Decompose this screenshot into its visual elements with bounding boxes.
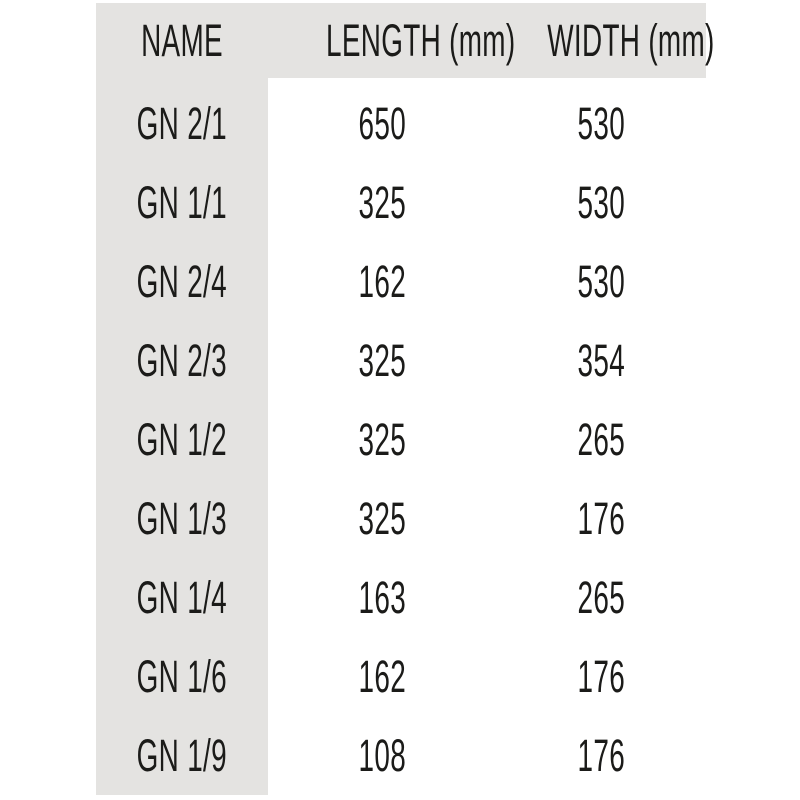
cell-length bbox=[268, 572, 496, 623]
cell-length-text: 325 bbox=[358, 414, 406, 465]
cell-name bbox=[96, 730, 268, 781]
cell-length-text: 325 bbox=[358, 177, 406, 228]
column-header-name bbox=[96, 15, 268, 66]
cell-name bbox=[96, 256, 268, 307]
cell-name bbox=[96, 414, 268, 465]
cell-width bbox=[496, 414, 706, 465]
cell-name bbox=[96, 493, 268, 544]
cell-length-text: 325 bbox=[358, 493, 406, 544]
cell-width-text: 265 bbox=[577, 572, 625, 623]
cell-length bbox=[268, 493, 496, 544]
cell-name-text: GN 1/2 bbox=[136, 414, 228, 465]
cell-name-text: GN 2/4 bbox=[136, 256, 228, 307]
column-header-width-label: WIDTH (mm) bbox=[547, 15, 715, 66]
cell-width-text: 354 bbox=[577, 335, 625, 386]
cell-length-text: 650 bbox=[358, 98, 406, 149]
cell-width-text: 530 bbox=[577, 256, 625, 307]
cell-length-text: 163 bbox=[358, 572, 406, 623]
table-row bbox=[96, 163, 706, 242]
table-row bbox=[96, 716, 706, 795]
cell-width bbox=[496, 651, 706, 702]
cell-width bbox=[496, 730, 706, 781]
cell-length bbox=[268, 177, 496, 228]
cell-length bbox=[268, 651, 496, 702]
cell-length-text: 162 bbox=[358, 651, 406, 702]
cell-name-text: GN 1/6 bbox=[136, 651, 228, 702]
cell-length bbox=[268, 414, 496, 465]
column-header-width bbox=[496, 15, 715, 66]
table-row bbox=[96, 479, 706, 558]
cell-width bbox=[496, 335, 706, 386]
table-row bbox=[96, 558, 706, 637]
cell-name-text: GN 1/3 bbox=[136, 493, 228, 544]
cell-length-text: 108 bbox=[358, 730, 406, 781]
table-row bbox=[96, 400, 706, 479]
cell-name bbox=[96, 651, 268, 702]
cell-length bbox=[268, 256, 496, 307]
cell-width bbox=[496, 572, 706, 623]
column-header-name-label: NAME bbox=[141, 15, 223, 66]
cell-width-text: 530 bbox=[577, 177, 625, 228]
table-row bbox=[96, 242, 706, 321]
cell-name-text: GN 1/9 bbox=[136, 730, 228, 781]
cell-name-text: GN 2/3 bbox=[136, 335, 228, 386]
table-row bbox=[96, 637, 706, 716]
gn-sizes-table bbox=[96, 3, 715, 795]
cell-width-text: 176 bbox=[577, 493, 625, 544]
column-header-length bbox=[268, 15, 516, 66]
table-header-row bbox=[96, 3, 715, 78]
cell-name-text: GN 2/1 bbox=[136, 98, 228, 149]
cell-name bbox=[96, 572, 268, 623]
cell-width bbox=[496, 256, 706, 307]
cell-length bbox=[268, 335, 496, 386]
cell-name-text: GN 1/4 bbox=[136, 572, 228, 623]
column-header-length-label: LENGTH (mm) bbox=[326, 15, 516, 66]
cell-length bbox=[268, 730, 496, 781]
cell-width-text: 176 bbox=[577, 730, 625, 781]
cell-width-text: 176 bbox=[577, 651, 625, 702]
cell-name bbox=[96, 335, 268, 386]
table-row bbox=[96, 84, 706, 163]
cell-width bbox=[496, 493, 706, 544]
cell-width bbox=[496, 98, 706, 149]
cell-width-text: 265 bbox=[577, 414, 625, 465]
cell-name bbox=[96, 98, 268, 149]
cell-length-text: 162 bbox=[358, 256, 406, 307]
cell-width bbox=[496, 177, 706, 228]
table-row bbox=[96, 321, 706, 400]
cell-name-text: GN 1/1 bbox=[136, 177, 228, 228]
table-body bbox=[96, 78, 706, 795]
cell-length bbox=[268, 98, 496, 149]
cell-width-text: 530 bbox=[577, 98, 625, 149]
cell-name bbox=[96, 177, 268, 228]
cell-length-text: 325 bbox=[358, 335, 406, 386]
